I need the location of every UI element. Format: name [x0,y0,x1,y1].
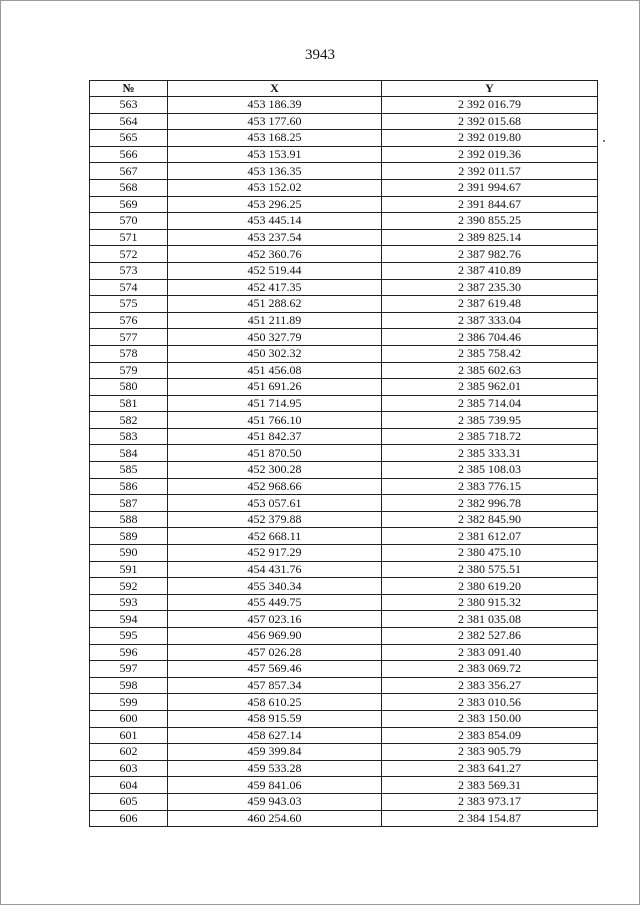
cell-x: 453 152.02 [168,179,382,196]
cell-x: 452 968.66 [168,478,382,495]
cell-x: 459 533.28 [168,760,382,777]
table-row [90,312,598,329]
cell-y: 2 387 982.76 [382,246,598,263]
cell-y: 2 386 704.46 [382,329,598,346]
table-row [90,462,598,479]
table-row [90,545,598,562]
cell-x: 453 237.54 [168,229,382,246]
table-body [90,97,598,827]
cell-y: 2 385 108.03 [382,462,598,479]
cell-number: 581 [90,395,168,412]
cell-number: 578 [90,345,168,362]
table-row [90,495,598,512]
table-row [90,611,598,628]
table-row [90,130,598,147]
cell-y: 2 383 905.79 [382,744,598,761]
table-row [90,296,598,313]
table-row [90,661,598,678]
table-row [90,578,598,595]
cell-number: 593 [90,594,168,611]
cell-number: 582 [90,412,168,429]
cell-x: 452 379.88 [168,511,382,528]
cell-y: 2 385 718.72 [382,428,598,445]
cell-number: 589 [90,528,168,545]
table-row [90,644,598,661]
cell-y: 2 383 069.72 [382,661,598,678]
cell-number: 603 [90,760,168,777]
cell-number: 575 [90,296,168,313]
cell-x: 451 456.08 [168,362,382,379]
cell-y: 2 382 845.90 [382,511,598,528]
cell-y: 2 390 855.25 [382,213,598,230]
table-row [90,694,598,711]
cell-x: 459 841.06 [168,777,382,794]
cell-y: 2 392 015.68 [382,113,598,130]
cell-number: 564 [90,113,168,130]
cell-number: 592 [90,578,168,595]
cell-y: 2 385 962.01 [382,379,598,396]
cell-y: 2 392 019.80 [382,130,598,147]
table-row [90,213,598,230]
cell-number: 587 [90,495,168,512]
cell-x: 460 254.60 [168,810,382,827]
cell-x: 451 714.95 [168,395,382,412]
table-row [90,428,598,445]
table-row [90,279,598,296]
cell-number: 600 [90,710,168,727]
cell-x: 451 288.62 [168,296,382,313]
table-row [90,710,598,727]
table-row [90,262,598,279]
cell-x: 451 691.26 [168,379,382,396]
cell-y: 2 387 410.89 [382,262,598,279]
cell-number: 586 [90,478,168,495]
table-row [90,528,598,545]
cell-x: 451 842.37 [168,428,382,445]
cell-x: 456 969.90 [168,628,382,645]
cell-y: 2 383 150.00 [382,710,598,727]
cell-x: 451 870.50 [168,445,382,462]
cell-y: 2 389 825.14 [382,229,598,246]
table-row [90,412,598,429]
cell-y: 2 381 612.07 [382,528,598,545]
table-row [90,810,598,827]
cell-x: 452 519.44 [168,262,382,279]
cell-x: 453 153.91 [168,146,382,163]
cell-y: 2 385 739.95 [382,412,598,429]
cell-y: 2 387 619.48 [382,296,598,313]
cell-y: 2 385 714.04 [382,395,598,412]
cell-number: 596 [90,644,168,661]
table-row [90,677,598,694]
cell-y: 2 383 010.56 [382,694,598,711]
cell-y: 2 380 915.32 [382,594,598,611]
table-row [90,113,598,130]
cell-number: 573 [90,262,168,279]
table-header-row [90,81,598,97]
cell-y: 2 385 758.42 [382,345,598,362]
header-number: № [90,81,168,97]
cell-number: 579 [90,362,168,379]
cell-number: 563 [90,97,168,114]
cell-y: 2 383 091.40 [382,644,598,661]
cell-y: 2 383 854.09 [382,727,598,744]
scan-speck [603,140,605,142]
cell-y: 2 387 333.04 [382,312,598,329]
cell-number: 604 [90,777,168,794]
cell-number: 588 [90,511,168,528]
cell-x: 455 449.75 [168,594,382,611]
cell-x: 453 177.60 [168,113,382,130]
table-row [90,246,598,263]
cell-x: 452 917.29 [168,545,382,562]
cell-number: 568 [90,179,168,196]
cell-x: 451 766.10 [168,412,382,429]
cell-y: 2 392 019.36 [382,146,598,163]
cell-x: 455 340.34 [168,578,382,595]
table-row [90,379,598,396]
table-row [90,196,598,213]
cell-y: 2 391 844.67 [382,196,598,213]
cell-number: 584 [90,445,168,462]
cell-y: 2 391 994.67 [382,179,598,196]
cell-number: 599 [90,694,168,711]
cell-number: 566 [90,146,168,163]
cell-number: 570 [90,213,168,230]
cell-y: 2 385 602.63 [382,362,598,379]
cell-number: 583 [90,428,168,445]
cell-x: 453 136.35 [168,163,382,180]
cell-number: 569 [90,196,168,213]
cell-y: 2 384 154.87 [382,810,598,827]
cell-x: 453 057.61 [168,495,382,512]
cell-x: 450 327.79 [168,329,382,346]
cell-x: 458 610.25 [168,694,382,711]
cell-x: 453 296.25 [168,196,382,213]
cell-y: 2 380 575.51 [382,561,598,578]
coordinates-table [89,80,598,827]
cell-number: 572 [90,246,168,263]
cell-x: 452 668.11 [168,528,382,545]
table-row [90,163,598,180]
cell-y: 2 387 235.30 [382,279,598,296]
cell-number: 595 [90,628,168,645]
cell-y: 2 392 011.57 [382,163,598,180]
cell-number: 606 [90,810,168,827]
cell-x: 459 399.84 [168,744,382,761]
table-row [90,146,598,163]
cell-x: 458 915.59 [168,710,382,727]
cell-number: 594 [90,611,168,628]
cell-x: 453 168.25 [168,130,382,147]
cell-x: 453 445.14 [168,213,382,230]
cell-y: 2 382 527.86 [382,628,598,645]
cell-number: 574 [90,279,168,296]
table-row [90,744,598,761]
cell-number: 601 [90,727,168,744]
cell-x: 451 211.89 [168,312,382,329]
cell-number: 565 [90,130,168,147]
table-row [90,561,598,578]
cell-x: 457 026.28 [168,644,382,661]
cell-x: 453 186.39 [168,97,382,114]
cell-number: 602 [90,744,168,761]
cell-number: 597 [90,661,168,678]
page-number: 3943 [305,47,335,63]
header-x: X [168,81,382,97]
cell-y: 2 383 356.27 [382,677,598,694]
cell-x: 452 360.76 [168,246,382,263]
header-y: Y [382,81,598,97]
cell-x: 454 431.76 [168,561,382,578]
table-row [90,760,598,777]
cell-x: 459 943.03 [168,793,382,810]
cell-number: 576 [90,312,168,329]
cell-x: 457 857.34 [168,677,382,694]
table-row [90,329,598,346]
cell-y: 2 380 619.20 [382,578,598,595]
cell-number: 591 [90,561,168,578]
table-row [90,628,598,645]
table-row [90,478,598,495]
cell-number: 571 [90,229,168,246]
cell-y: 2 383 973.17 [382,793,598,810]
table-row [90,777,598,794]
table-row [90,229,598,246]
cell-number: 567 [90,163,168,180]
table-row [90,511,598,528]
cell-x: 452 417.35 [168,279,382,296]
cell-x: 450 302.32 [168,345,382,362]
table-row [90,793,598,810]
table-row [90,395,598,412]
table-row [90,97,598,114]
table-row [90,179,598,196]
cell-y: 2 380 475.10 [382,545,598,562]
cell-x: 458 627.14 [168,727,382,744]
cell-y: 2 383 569.31 [382,777,598,794]
cell-number: 590 [90,545,168,562]
table-row [90,445,598,462]
table-row [90,362,598,379]
cell-y: 2 392 016.79 [382,97,598,114]
cell-y: 2 383 776.15 [382,478,598,495]
cell-x: 457 569.46 [168,661,382,678]
cell-y: 2 383 641.27 [382,760,598,777]
table-row [90,594,598,611]
cell-x: 457 023.16 [168,611,382,628]
table-row [90,345,598,362]
cell-y: 2 381 035.08 [382,611,598,628]
cell-x: 452 300.28 [168,462,382,479]
cell-number: 598 [90,677,168,694]
cell-y: 2 382 996.78 [382,495,598,512]
cell-y: 2 385 333.31 [382,445,598,462]
cell-number: 577 [90,329,168,346]
table-row [90,727,598,744]
cell-number: 585 [90,462,168,479]
cell-number: 605 [90,793,168,810]
cell-number: 580 [90,379,168,396]
